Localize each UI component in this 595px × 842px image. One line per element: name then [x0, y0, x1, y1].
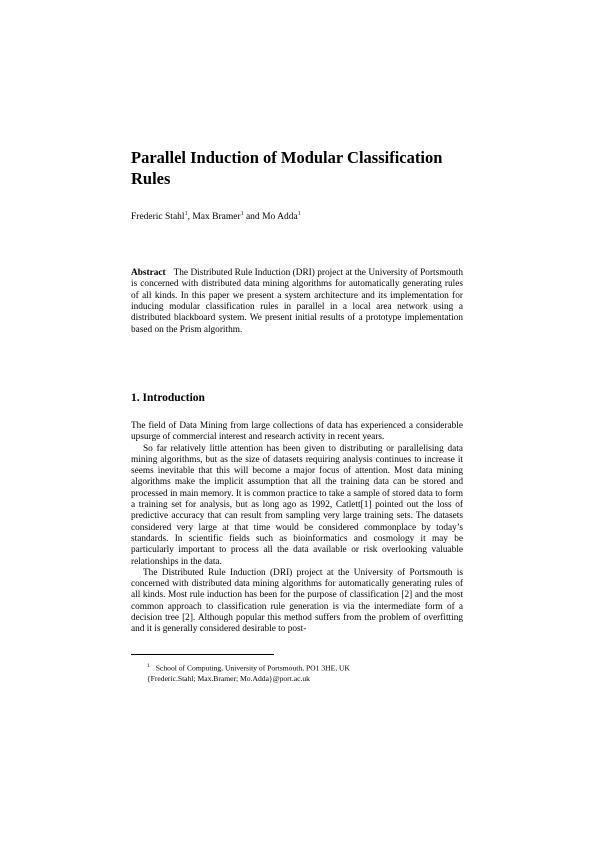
author-affiliation-marker: 1: [184, 211, 188, 217]
paper-title: Parallel Induction of Modular Classification Rules: [131, 148, 443, 188]
author-name: Frederic Stahl: [131, 212, 185, 223]
abstract-label: Abstract: [131, 268, 166, 278]
body-paragraph: The field of Data Mining from large collections of data has experienced a considerable upsurge of commercial interest and research activity in recent years.: [131, 421, 463, 443]
footnote-divider: [131, 654, 274, 655]
author-separator: and: [243, 212, 263, 223]
author-name: Mo Adda: [262, 212, 298, 223]
footnote-affiliation-text: School of Computing, University of Portsmouth, PO1 3HE, UK: [155, 663, 351, 673]
footnote-affiliation: [147, 661, 463, 674]
author-separator: ,: [187, 212, 193, 223]
body-paragraph: So far relatively little attention has been given to distributing or parallelising data mining algorithms, but as the size of datasets requiring analysis continues to increase it seems inevitable that this will become a major focus of attention. Most data mining algorithms make the implicit assumption that all the training data can be stored and processed in main memory. It is common practice to take a sample of stored data to form a training set for analysis, but as long ago as 1992, Catlett[1] pointed out the loss of predictive accuracy that can result from sampling very large training sets. The datasets considered very large at that time would be considered commonplace by today’s standards. In scientific fields such as bioinformatics and cosmology it may be particularly important to process all the data available or risk overlooking valuable relationships in the data.: [131, 443, 463, 567]
section-body: [131, 421, 463, 636]
abstract-text: The Distributed Rule Induction (DRI) project at the University of Portsmouth is concerned with distributed data mining algorithms for automatically generating rules of all kinds. In this paper we present a system architecture and its implementation for inducing modular classification rules in parallel in a local area network using a distributed blackboard system. We present initial results of a prototype implementation based on the Prism algorithm.: [131, 268, 463, 335]
footnote: [147, 661, 463, 684]
section-heading: 1. Introduction: [131, 392, 205, 404]
author-affiliation-marker: 1: [240, 211, 244, 217]
footnote-marker: 1: [147, 663, 150, 669]
author-list: [131, 208, 461, 223]
author-name: Max Bramer: [192, 212, 241, 223]
body-paragraph: The Distributed Rule Induction (DRI) project at the University of Portsmouth is concerned with distributed data mining algorithms for automatically generating rules of all kinds. Most rule induction has been for the purpose of classification [2] and the most common approach to classification rule generation is via the intermediate form of a decision tree [2]. Although popular this method suffers from the problem of overfitting and it is generally considered desirable to post-: [131, 567, 463, 635]
footnote-emails: {Frederic.Stahl; Max.Bramer; Mo.Adda}@port.ac.uk: [147, 673, 310, 683]
abstract: [131, 268, 463, 336]
author-affiliation-marker: 1: [297, 211, 301, 217]
